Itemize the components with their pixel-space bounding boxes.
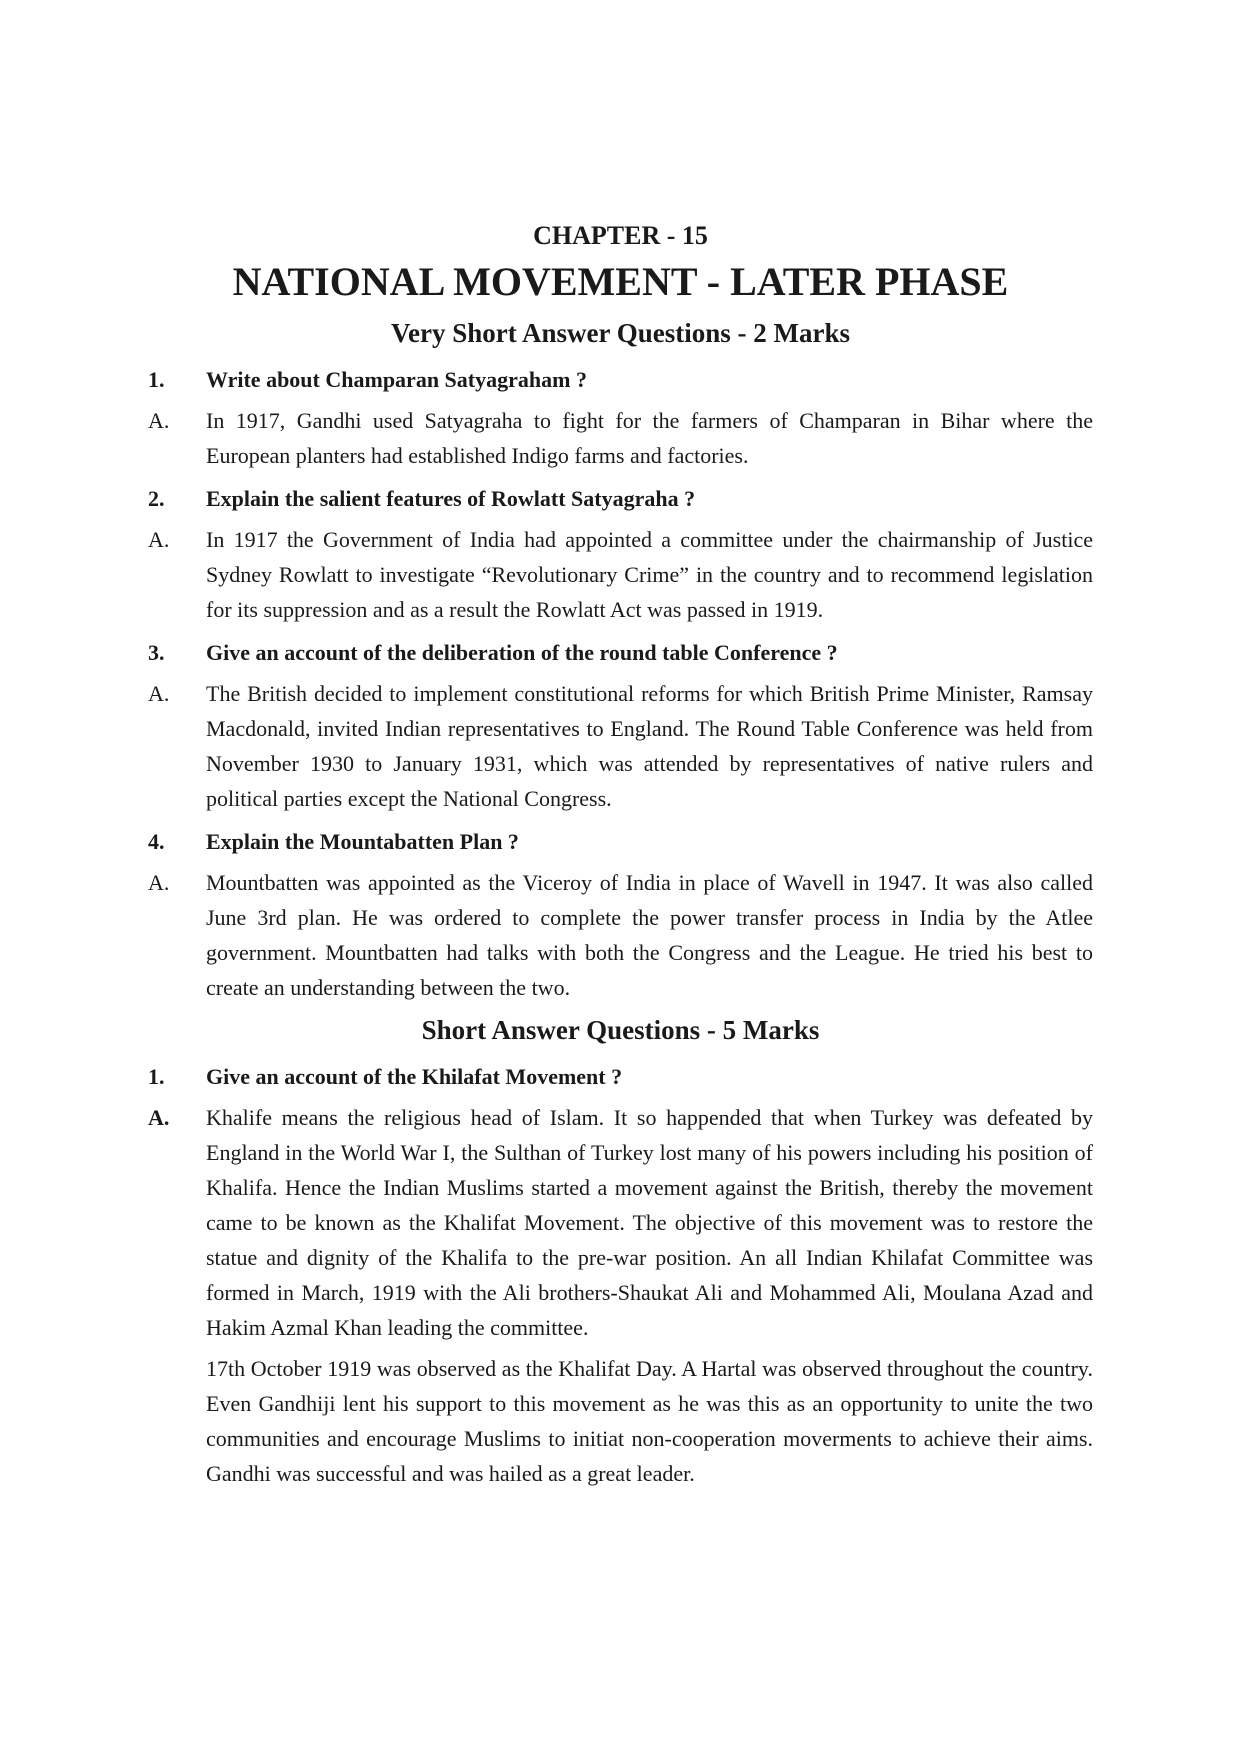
question-text: Give an account of the deliberation of the round table Conference ? — [206, 640, 838, 665]
answer-label: A. — [148, 870, 170, 895]
answer-item — [148, 522, 1093, 627]
answer-item — [148, 403, 1093, 473]
section-heading-very-short: Very Short Answer Questions - 2 Marks — [390, 318, 850, 348]
chapter-label: CHAPTER - 15 — [533, 221, 708, 250]
question-text: Write about Champaran Satyagraham ? — [206, 367, 587, 392]
answer-item — [148, 676, 1093, 816]
answer-paragraph: 17th October 1919 was observed as the Khalifat Day. A Hartal was observed throughout the country. Even Gandhiji lent his support to this movement as he was this as an opportunity to unite the two communities and encourage Muslims to initiat non-cooperation moverments to achieve their aims. Gandhi was successful and was hailed as a great leader. — [206, 1356, 1093, 1486]
question-text: Give an account of the Khilafat Movement ? — [206, 1064, 623, 1089]
answer-item — [148, 1100, 1093, 1491]
question-number: 1. — [148, 367, 165, 392]
answer-label: A. — [148, 527, 170, 552]
question-number: 3. — [148, 640, 165, 665]
answer-text: In 1917, Gandhi used Satyagraha to fight for the farmers of Champaran in Bihar where the European planters had established Indigo farms and factories. — [206, 408, 1093, 468]
answer-body — [206, 1100, 1093, 1491]
question-item — [148, 635, 1093, 670]
answer-label: A. — [148, 681, 170, 706]
chapter-title: NATIONAL MOVEMENT - LATER PHASE — [232, 259, 1009, 304]
question-item — [148, 824, 1093, 859]
answer-text: In 1917 the Government of India had appointed a committee under the chairmanship of Justice Sydney Rowlatt to investigate “Revolutionary Crime” in the country and to recommend legislation for its suppression and as a result the Rowlatt Act was passed in 1919. — [206, 527, 1093, 622]
question-item — [148, 362, 1093, 397]
question-item — [148, 481, 1093, 516]
answer-text: Mountbatten was appointed as the Viceroy of India in place of Wavell in 1947. It was also called June 3rd plan. He was ordered to complete the power transfer process in India by the Atlee government. Mountbatten had talks with both the Congress and the League. He tried his best to create an understanding between the two. — [206, 870, 1093, 1000]
answer-label: A. — [148, 408, 170, 433]
section-heading-short: Short Answer Questions - 5 Marks — [421, 1015, 820, 1045]
page-content — [148, 316, 1093, 1499]
question-item — [148, 1059, 1093, 1094]
question-text: Explain the Mountabatten Plan ? — [206, 829, 519, 854]
question-number: 2. — [148, 486, 165, 511]
answer-text: The British decided to implement constitutional reforms for which British Prime Minister, Ramsay Macdonald, invited Indian representatives to England. The Round Table Conference was held from November 1930 to January 1931, which was attended by representatives of native rulers and political parties except the National Congress. — [206, 681, 1093, 811]
question-number: 1. — [148, 1064, 165, 1089]
answer-label: A. — [148, 1105, 170, 1130]
answer-paragraph: Khalife means the religious head of Islam. It so happended that when Turkey was defeated by England in the World War I, the Sulthan of Turkey lost many of his powers including his position of Khalifa. Hence the Indian Muslims started a movement against the British, thereby the movement came to be known as the Khalifat Movement. The objective of this movement was to restore the statue and dignity of the Khalifa to the pre-war position. An all Indian Khilafat Committee was formed in March, 1919 with the Ali brothers-Shaukat Ali and Mohammed Ali, Moulana Azad and Hakim Azmal Khan leading the committee. — [206, 1105, 1093, 1340]
question-text: Explain the salient features of Rowlatt Satyagraha ? — [206, 486, 696, 511]
question-number: 4. — [148, 829, 165, 854]
answer-item — [148, 865, 1093, 1005]
